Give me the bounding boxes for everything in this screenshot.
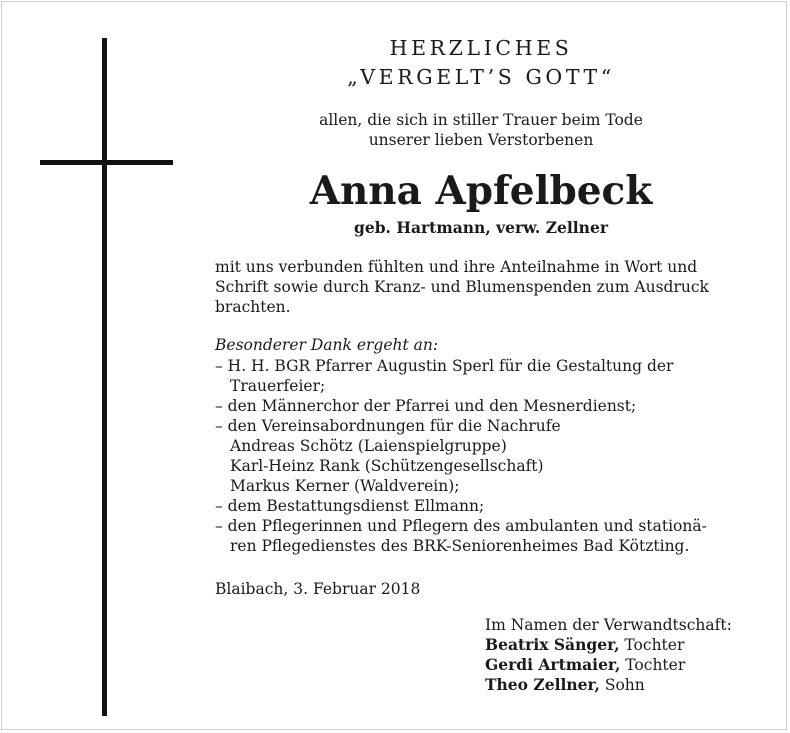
heading xyxy=(215,34,747,92)
list-item xyxy=(215,396,755,416)
heading-line-1: HERZLICHES xyxy=(389,36,573,60)
list-item-line: – H. H. BGR Pfarrer Augustin Sperl für die Gestaltung der xyxy=(215,357,674,375)
cross-vertical-bar xyxy=(102,38,107,716)
thanks-line-1: mit uns verbunden fühlten und ihre Anteilnahme in Wort und xyxy=(215,258,698,276)
list-item xyxy=(215,516,755,556)
cross-horizontal-bar xyxy=(40,160,173,165)
signature-person xyxy=(485,675,732,695)
intro-line-2: unserer lieben Verstorbenen xyxy=(368,131,594,149)
signature-person-name: Beatrix Sänger, xyxy=(485,635,620,654)
deceased-name: Anna Apfelbeck xyxy=(309,168,653,214)
list-item-line: Markus Kerner (Waldverein); xyxy=(230,477,460,495)
thanks-line-2: Schrift sowie durch Kranz- und Blumenspenden zum Ausdruck xyxy=(215,278,709,296)
list-item xyxy=(215,356,755,396)
thanks-line-3: brachten. xyxy=(215,298,291,316)
signature-block xyxy=(485,615,732,695)
list-item xyxy=(215,416,755,496)
signature-person-relation: Tochter xyxy=(619,636,685,654)
signature-person-relation: Tochter xyxy=(620,656,686,674)
list-item-line: Trauerfeier; xyxy=(230,377,326,395)
list-item-line: Karl-Heinz Rank (Schützengesellschaft) xyxy=(230,457,544,475)
list-item-line: – dem Bestattungsdienst Ellmann; xyxy=(215,497,485,515)
list-item-line: ren Pflegedienstes des BRK-Seniorenheimes Bad Kötzting. xyxy=(230,537,690,555)
heading-line-2: „VERGELT’S GOTT“ xyxy=(347,65,615,89)
intro-text xyxy=(215,110,747,150)
signature-person xyxy=(485,635,732,655)
signature-person xyxy=(485,655,732,675)
signature-intro: Im Namen der Verwandtschaft: xyxy=(485,616,732,634)
special-thanks-list xyxy=(215,356,755,556)
intro-line-1: allen, die sich in stiller Trauer beim Tode xyxy=(319,111,643,129)
list-item-line: – den Vereinsabordnungen für die Nachrufe xyxy=(215,417,561,435)
signature-person-name: Gerdi Artmaier, xyxy=(485,655,621,674)
list-item xyxy=(215,496,755,516)
list-item-line: – den Pflegerinnen und Pflegern des ambulanten und stationä- xyxy=(215,517,707,535)
thanks-paragraph xyxy=(215,257,750,317)
signature-person-relation: Sohn xyxy=(599,676,645,694)
signature-person-name: Theo Zellner, xyxy=(485,675,600,694)
place-date: Blaibach, 3. Februar 2018 xyxy=(215,580,421,598)
list-item-line: Andreas Schötz (Laienspielgruppe) xyxy=(230,437,507,455)
deceased-maiden-name: geb. Hartmann, verw. Zellner xyxy=(354,218,608,237)
list-item-line: – den Männerchor der Pfarrei und den Mesnerdienst; xyxy=(215,397,637,415)
special-thanks-title: Besonderer Dank ergeht an: xyxy=(215,336,439,354)
